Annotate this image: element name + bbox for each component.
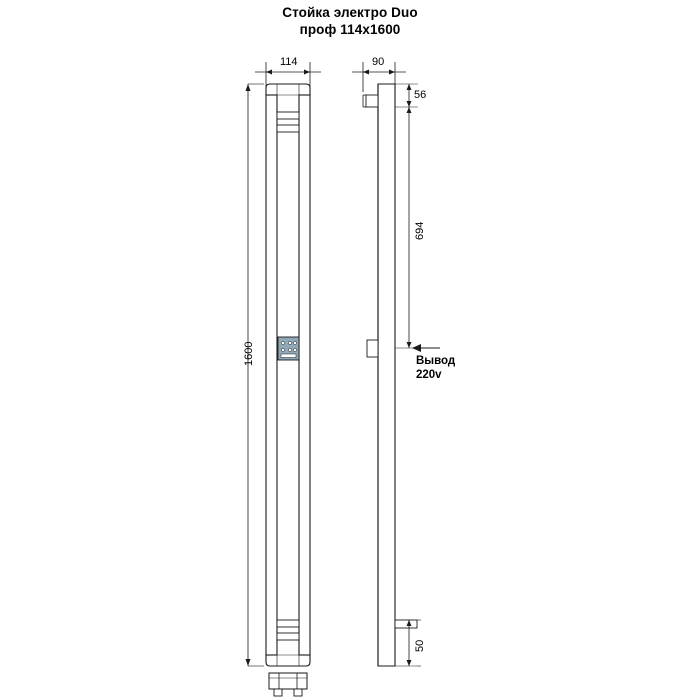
- dim-label-bottom-offset: 50: [414, 639, 426, 652]
- front-upper-brackets: [277, 112, 299, 132]
- outlet-callout-arrow: [412, 344, 440, 352]
- side-main-tube: [378, 84, 395, 666]
- front-top-cap: [266, 84, 310, 95]
- front-lower-brackets: [277, 620, 299, 640]
- outlet-callout: [416, 354, 455, 382]
- total-height-dimension: [246, 84, 265, 666]
- dim-label-width-side: 90: [372, 56, 385, 68]
- side-control-box: [367, 340, 378, 357]
- dim-label-total-height: 1600: [243, 341, 255, 366]
- side-top-bracket: [363, 95, 378, 107]
- outlet-callout-line-1: Вывод: [416, 355, 456, 367]
- control-panel[interactable]: [278, 337, 299, 360]
- outlet-callout-line-2: 220v: [416, 369, 442, 381]
- dim-label-top-offset: 56: [414, 89, 427, 101]
- title-line-2: проф 114х1600: [299, 22, 401, 37]
- dim-label-width-front: 114: [280, 56, 298, 68]
- side-bottom-foot: [395, 620, 417, 628]
- front-left-tube: [266, 95, 277, 655]
- bottom-detail-view: [269, 673, 307, 696]
- title-line-1: Стойка электро Duo: [282, 5, 418, 20]
- front-right-tube: [299, 95, 310, 655]
- front-bottom-cap: [266, 655, 310, 666]
- dim-label-mid-height: 694: [414, 221, 426, 240]
